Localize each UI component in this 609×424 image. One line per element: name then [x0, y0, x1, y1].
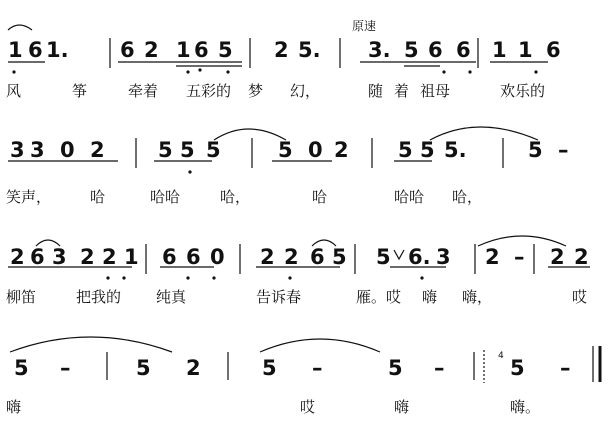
note: –: [312, 356, 323, 380]
note: 2: [10, 245, 25, 269]
note: 5: [158, 138, 173, 162]
lyric: 纯真: [156, 288, 187, 306]
lyric: 哈，: [452, 188, 483, 206]
note: 3: [52, 245, 67, 269]
note: 5: [510, 356, 525, 380]
lyric: 把我的: [76, 288, 122, 306]
note: 5: [388, 356, 403, 380]
octave-dot: [106, 276, 109, 279]
octave-dot: [468, 70, 471, 73]
note: 6: [28, 38, 43, 62]
lyric: 柳笛: [6, 288, 37, 306]
lyric: 幻，: [290, 82, 321, 100]
lyric: 五彩的: [186, 82, 232, 100]
note: 5: [398, 138, 413, 162]
note: 2: [144, 38, 159, 62]
lyric: 哎: [300, 398, 316, 416]
note: 1.: [46, 38, 69, 62]
note: 0: [308, 138, 323, 162]
lyric: 牵着: [128, 82, 159, 100]
note: –: [60, 356, 71, 380]
note: 5: [206, 138, 221, 162]
octave-dot: [288, 276, 291, 279]
note: 6.: [408, 245, 431, 269]
note: 1: [176, 38, 191, 62]
lyric: 嗨。: [510, 398, 541, 416]
note: 5: [332, 245, 347, 269]
note: –: [514, 245, 525, 269]
note: 6: [162, 245, 177, 269]
note: –: [560, 356, 571, 380]
note: –: [558, 138, 569, 162]
note: 0: [60, 138, 75, 162]
note: 5: [528, 138, 543, 162]
note: 5: [136, 356, 151, 380]
lyric: 雁。哎: [356, 288, 402, 306]
note: 3.: [368, 38, 391, 62]
note: 2: [186, 356, 201, 380]
lyric: 嗨，: [462, 288, 493, 306]
lyric: 风: [6, 82, 22, 100]
note: 6: [186, 245, 201, 269]
note: 5: [404, 38, 419, 62]
octave-dot: [122, 276, 125, 279]
octave-dot: [12, 70, 15, 73]
octave-dot: [186, 276, 189, 279]
note: 6: [546, 38, 561, 62]
lyric: 哈哈: [394, 188, 425, 206]
note: 5: [376, 245, 391, 269]
lyric: 告诉春: [256, 288, 302, 306]
note: 5: [218, 38, 233, 62]
lyric: 哈，: [220, 188, 251, 206]
note: 1: [124, 245, 139, 269]
note: 6: [194, 38, 209, 62]
lyric: 嗨: [422, 288, 438, 306]
lyric: 哈: [312, 188, 328, 206]
note: 3: [30, 138, 45, 162]
octave-dot: [198, 68, 201, 71]
note: 2: [284, 245, 299, 269]
octave-dot: [188, 170, 191, 173]
lyric: 着: [394, 82, 410, 100]
note: 5: [262, 356, 277, 380]
note: 2: [260, 245, 275, 269]
note: 2: [574, 245, 589, 269]
note: 5: [278, 138, 293, 162]
note: 5.: [298, 38, 321, 62]
note: –: [434, 356, 445, 380]
note: 2: [334, 138, 349, 162]
lyric: 哈哈: [150, 188, 181, 206]
note: 0: [210, 245, 225, 269]
note: 2: [485, 245, 500, 269]
lyric: 笑声，: [6, 188, 52, 206]
note: 5: [420, 138, 435, 162]
meter-mark: 4: [498, 351, 504, 361]
octave-dot: [186, 70, 189, 73]
note: 2: [550, 245, 565, 269]
lyric: 哎: [572, 288, 588, 306]
note: 2: [102, 245, 117, 269]
lyric: 欢乐的: [500, 82, 546, 100]
note: 2: [90, 138, 105, 162]
tempo-marking: 原速: [352, 19, 377, 33]
note: 1: [8, 38, 23, 62]
lyric: 嗨: [394, 398, 410, 416]
note: 1: [492, 38, 507, 62]
note: 3: [436, 245, 451, 269]
note: 2: [274, 38, 289, 62]
note: 2: [80, 245, 95, 269]
lyric: 哈: [90, 188, 106, 206]
note: 6: [310, 245, 325, 269]
note: 6: [30, 245, 45, 269]
note: 6: [428, 38, 443, 62]
note: 5: [180, 138, 195, 162]
octave-dot: [212, 276, 215, 279]
lyric: 祖母: [420, 82, 451, 100]
octave-dot: [534, 70, 537, 73]
lyric: 嗨: [6, 398, 22, 416]
lyric: 筝: [72, 82, 88, 100]
lyric: 随: [368, 82, 384, 100]
note: 6: [120, 38, 135, 62]
note: 1: [518, 38, 533, 62]
note: 5: [14, 356, 29, 380]
octave-dot: [442, 70, 445, 73]
note: 6: [456, 38, 471, 62]
octave-dot: [226, 70, 229, 73]
octave-dot: [420, 276, 423, 279]
note: 5.: [444, 138, 467, 162]
lyric: 梦: [248, 82, 264, 100]
note: 3: [10, 138, 25, 162]
